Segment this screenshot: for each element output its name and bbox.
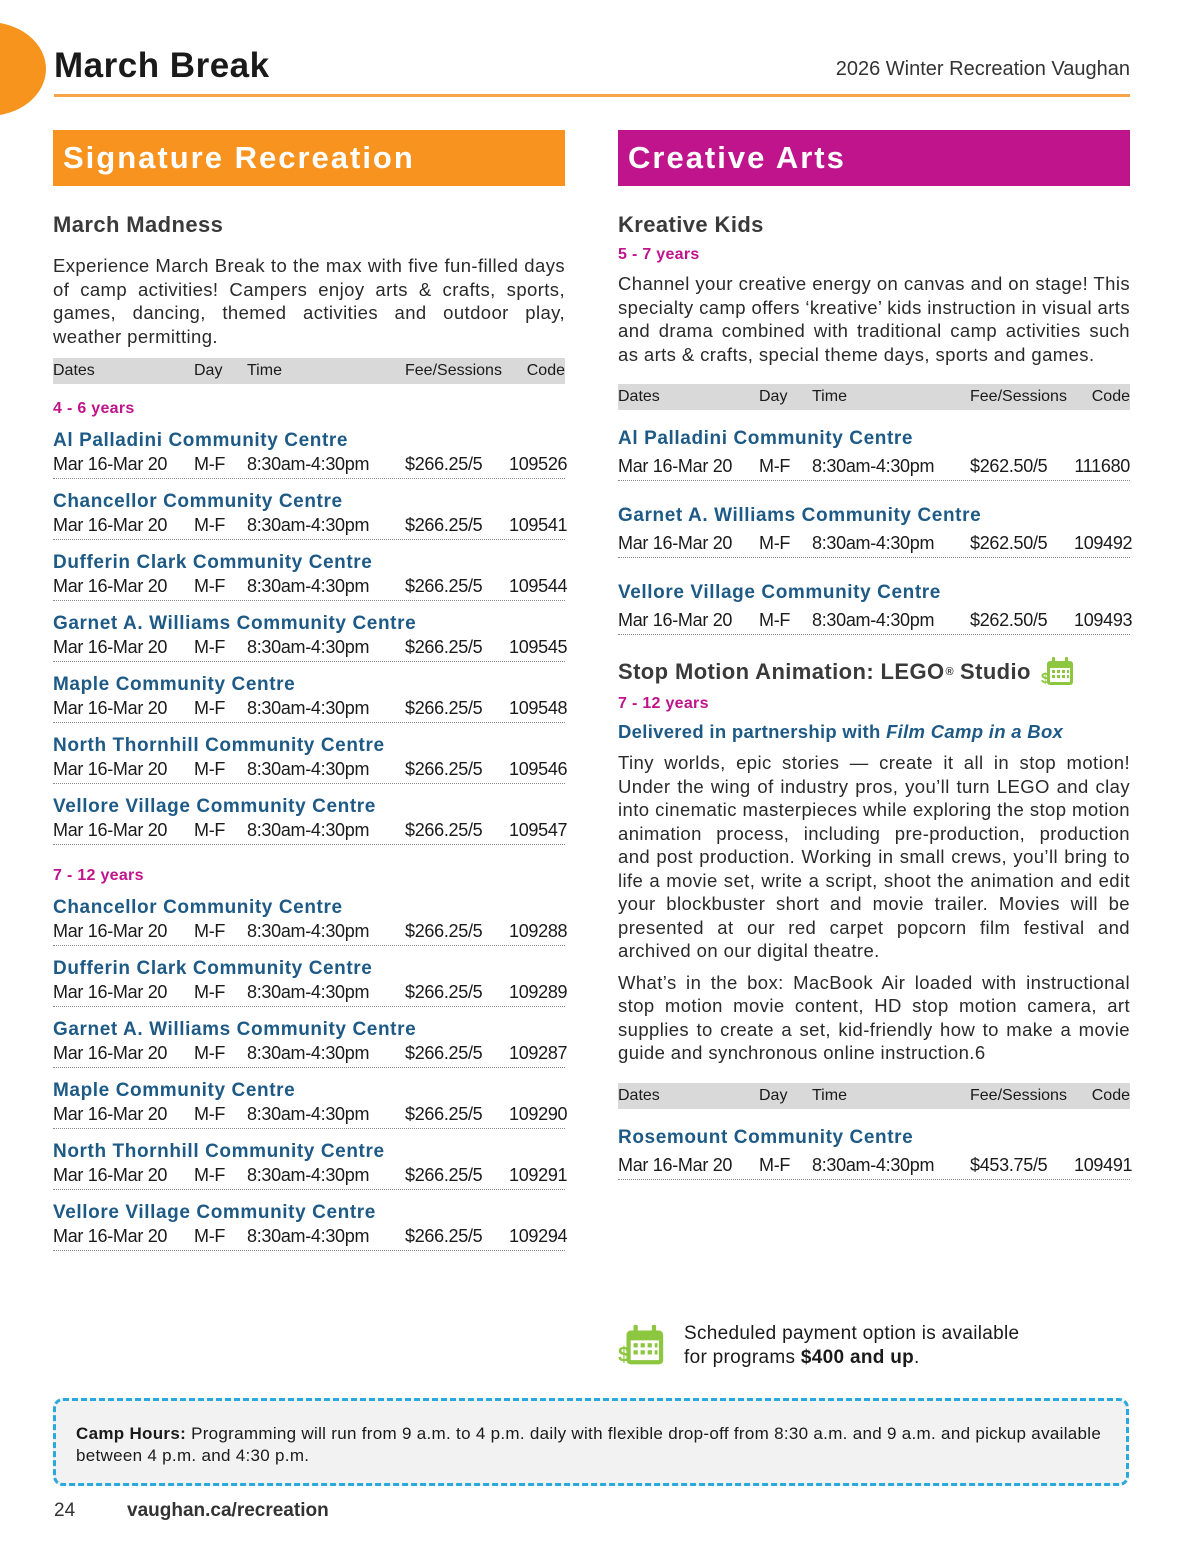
age-group-4-6 bbox=[53, 430, 568, 845]
session-entry bbox=[53, 552, 568, 601]
session-day: M-F bbox=[194, 820, 226, 840]
session-entry bbox=[53, 1202, 568, 1251]
table-header bbox=[53, 358, 565, 384]
session-time: 8:30am-4:30pm bbox=[247, 454, 370, 474]
session-dates: Mar 16-Mar 20 bbox=[53, 759, 168, 779]
age-group-label: 7 - 12 years bbox=[618, 695, 709, 712]
venue-name: Vellore Village Community Centre bbox=[618, 582, 941, 603]
session-dates: Mar 16-Mar 20 bbox=[618, 1154, 733, 1175]
session-day: M-F bbox=[194, 515, 226, 535]
scheduled-payment-icon bbox=[1041, 657, 1075, 687]
session-time: 8:30am-4:30pm bbox=[247, 820, 370, 840]
session-time: 8:30am-4:30pm bbox=[247, 1165, 370, 1185]
session-dates: Mar 16-Mar 20 bbox=[618, 610, 733, 630]
session-code: 109548 bbox=[509, 698, 568, 718]
session-code: 109546 bbox=[509, 759, 568, 779]
session-day: M-F bbox=[194, 698, 226, 718]
session-dates: Mar 16-Mar 20 bbox=[53, 576, 168, 596]
session-fee: $266.25/5 bbox=[405, 820, 483, 840]
session-day: M-F bbox=[194, 1165, 226, 1185]
venue-name: Chancellor Community Centre bbox=[53, 491, 343, 512]
table-row bbox=[53, 574, 568, 601]
session-day: M-F bbox=[194, 454, 226, 474]
registered-mark: ® bbox=[945, 666, 955, 678]
session-day: M-F bbox=[194, 1226, 226, 1246]
header-rule bbox=[54, 94, 1130, 97]
program-title bbox=[618, 657, 1130, 687]
session-time: 8:30am-4:30pm bbox=[247, 515, 370, 535]
session-dates: Mar 16-Mar 20 bbox=[53, 921, 168, 941]
table-row bbox=[53, 1102, 568, 1129]
session-entry bbox=[53, 430, 568, 479]
payment-note-prefix: for programs bbox=[684, 1347, 796, 1368]
session-entry bbox=[53, 897, 568, 946]
session-entry bbox=[618, 1126, 1133, 1180]
program-description: Tiny worlds, epic stories — create it all in stop motion! Under the wing of industry pros, you’ll turn LEGO and clay into cinematic masterpieces while exploring the stop motion animation process, including pre-production, production and post production. Working in small crews, you’ll bring to life a movie set, write a script, shoot the animation and edit your blockbuster short and movie trailer. Movies will be presented at our red carpet popcorn film festival and archived on our digital theatre. bbox=[618, 752, 1130, 961]
session-entry bbox=[53, 674, 568, 723]
session-fee: $262.50/5 bbox=[970, 456, 1048, 476]
table-row bbox=[618, 608, 1133, 635]
table-row bbox=[53, 757, 568, 784]
camp-hours-label: Camp Hours: bbox=[76, 1424, 187, 1443]
col-dates: Dates bbox=[618, 388, 660, 405]
right-column bbox=[618, 130, 1133, 1180]
orange-corner-circle bbox=[0, 22, 46, 116]
session-entry bbox=[618, 428, 1130, 481]
session-fee: $266.25/5 bbox=[405, 1226, 483, 1246]
session-code: 109288 bbox=[509, 921, 568, 941]
session-dates: Mar 16-Mar 20 bbox=[53, 515, 168, 535]
session-time: 8:30am-4:30pm bbox=[247, 982, 370, 1002]
venue-name: Garnet A. Williams Community Centre bbox=[53, 613, 417, 634]
col-day: Day bbox=[194, 362, 223, 379]
venue-name: Maple Community Centre bbox=[53, 674, 296, 695]
payment-note-line2 bbox=[684, 1346, 1019, 1370]
session-fee: $266.25/5 bbox=[405, 982, 483, 1002]
session-dates: Mar 16-Mar 20 bbox=[53, 1104, 168, 1124]
session-code: 109289 bbox=[509, 982, 568, 1002]
session-fee: $266.25/5 bbox=[405, 698, 483, 718]
col-dates: Dates bbox=[53, 362, 95, 379]
session-fee: $266.25/5 bbox=[405, 1043, 483, 1063]
payment-note-line1: Scheduled payment option is available bbox=[684, 1323, 1020, 1344]
venue-name: Garnet A. Williams Community Centre bbox=[53, 1019, 417, 1040]
session-dates: Mar 16-Mar 20 bbox=[53, 454, 168, 474]
col-time: Time bbox=[812, 388, 847, 405]
stop-motion-title: Stop Motion Animation: LEGO bbox=[618, 659, 945, 684]
payment-note-threshold: $400 and up bbox=[800, 1347, 915, 1368]
table-header bbox=[618, 384, 1130, 410]
session-dates: Mar 16-Mar 20 bbox=[618, 533, 733, 553]
publication-title: 2026 Winter Recreation Vaughan bbox=[835, 58, 1130, 80]
session-code: 109493 bbox=[1074, 610, 1133, 630]
table-row bbox=[53, 696, 568, 723]
col-dates: Dates bbox=[618, 1086, 660, 1104]
session-time: 8:30am-4:30pm bbox=[247, 1226, 370, 1246]
session-entry bbox=[53, 958, 568, 1007]
venue-name: Al Palladini Community Centre bbox=[53, 430, 349, 451]
scheduled-payment-icon bbox=[618, 1324, 666, 1368]
age-group-label: 7 - 12 years bbox=[53, 867, 144, 884]
svg-text:$: $ bbox=[1040, 670, 1050, 687]
camp-hours-text: Programming will run from 9 a.m. to 4 p.m. daily with flexible drop-off from 8:30 a.m. and 9 a.m. and pickup available between 4 p.m. and 4:30 p.m. bbox=[76, 1424, 1102, 1465]
page-number: 24 bbox=[54, 1500, 76, 1521]
table-row bbox=[53, 513, 568, 540]
kreative-kids-sessions bbox=[618, 428, 1133, 635]
session-dates: Mar 16-Mar 20 bbox=[53, 1165, 168, 1185]
table-row bbox=[53, 635, 568, 662]
session-code: 109291 bbox=[509, 1165, 568, 1185]
session-day: M-F bbox=[759, 456, 791, 476]
session-time: 8:30am-4:30pm bbox=[812, 456, 935, 476]
age-group-label: 4 - 6 years bbox=[53, 400, 135, 417]
session-day: M-F bbox=[194, 759, 226, 779]
partner-prefix: Delivered in partnership with bbox=[618, 721, 881, 742]
session-day: M-F bbox=[194, 921, 226, 941]
session-time: 8:30am-4:30pm bbox=[247, 576, 370, 596]
stop-motion-title-suffix: Studio bbox=[960, 659, 1031, 684]
session-fee: $266.25/5 bbox=[405, 515, 483, 535]
session-entry bbox=[618, 505, 1133, 558]
session-time: 8:30am-4:30pm bbox=[247, 637, 370, 657]
col-code: Code bbox=[1091, 388, 1130, 405]
venue-name: Vellore Village Community Centre bbox=[53, 796, 376, 817]
session-code: 109290 bbox=[509, 1104, 568, 1124]
table-row bbox=[618, 454, 1130, 481]
col-fee: Fee/Sessions bbox=[970, 388, 1067, 405]
session-time: 8:30am-4:30pm bbox=[247, 759, 370, 779]
table-row bbox=[53, 980, 568, 1007]
table-row bbox=[618, 1153, 1133, 1180]
session-code: 109287 bbox=[509, 1043, 568, 1063]
scheduled-payment-note bbox=[618, 1322, 1130, 1372]
session-dates: Mar 16-Mar 20 bbox=[53, 1043, 168, 1063]
col-day: Day bbox=[759, 388, 788, 405]
session-entry bbox=[53, 613, 568, 662]
session-dates: Mar 16-Mar 20 bbox=[53, 637, 168, 657]
session-fee: $262.50/5 bbox=[970, 533, 1048, 553]
table-row bbox=[53, 919, 568, 946]
col-day: Day bbox=[759, 1086, 788, 1104]
program-description: Channel your creative energy on canvas and on stage! This specialty camp offers ‘kreative’ kids instruction in visual arts and drama combined with traditional camp activities such as arts & crafts, special theme days, sports and games. bbox=[618, 273, 1130, 365]
table-header bbox=[618, 1083, 1130, 1109]
age-group-label: 5 - 7 years bbox=[618, 246, 700, 263]
session-code: 109545 bbox=[509, 637, 568, 657]
session-time: 8:30am-4:30pm bbox=[247, 1043, 370, 1063]
website-link[interactable]: vaughan.ca/recreation bbox=[127, 1500, 329, 1521]
session-dates: Mar 16-Mar 20 bbox=[618, 456, 733, 476]
col-code: Code bbox=[526, 362, 565, 379]
session-dates: Mar 16-Mar 20 bbox=[53, 982, 168, 1002]
venue-name: Dufferin Clark Community Centre bbox=[53, 552, 373, 573]
session-entry bbox=[53, 735, 568, 784]
age-group-7-12 bbox=[53, 897, 568, 1251]
session-day: M-F bbox=[194, 1043, 226, 1063]
session-code: 109541 bbox=[509, 515, 568, 535]
venue-name: Garnet A. Williams Community Centre bbox=[618, 505, 982, 526]
section-banner-signature-recreation: Signature Recreation bbox=[53, 130, 565, 186]
stop-motion-sessions bbox=[618, 1126, 1133, 1180]
session-day: M-F bbox=[759, 610, 791, 630]
session-time: 8:30am-4:30pm bbox=[812, 610, 935, 630]
payment-note-suffix: . bbox=[914, 1347, 920, 1368]
camp-hours-box bbox=[53, 1398, 1129, 1486]
venue-name: North Thornhill Community Centre bbox=[53, 735, 385, 756]
session-entry bbox=[53, 491, 568, 540]
table-row bbox=[53, 1041, 568, 1068]
session-fee: $453.75/5 bbox=[970, 1154, 1048, 1175]
table-row bbox=[53, 452, 568, 479]
session-code: 109294 bbox=[509, 1226, 568, 1246]
program-title: March Madness bbox=[53, 212, 224, 237]
venue-name: Dufferin Clark Community Centre bbox=[53, 958, 373, 979]
left-column bbox=[53, 130, 568, 1251]
col-time: Time bbox=[812, 1086, 847, 1104]
section-banner-creative-arts: Creative Arts bbox=[618, 130, 1130, 186]
venue-name: North Thornhill Community Centre bbox=[53, 1141, 385, 1162]
svg-text:$: $ bbox=[618, 1343, 630, 1367]
program-title: Kreative Kids bbox=[618, 212, 764, 237]
session-dates: Mar 16-Mar 20 bbox=[53, 698, 168, 718]
session-entry bbox=[53, 1019, 568, 1068]
session-dates: Mar 16-Mar 20 bbox=[53, 820, 168, 840]
session-entry bbox=[53, 1080, 568, 1129]
session-code: 109547 bbox=[509, 820, 568, 840]
session-entry bbox=[53, 1141, 568, 1190]
col-code: Code bbox=[1091, 1086, 1130, 1104]
col-time: Time bbox=[247, 362, 282, 379]
session-code: 109544 bbox=[509, 576, 568, 596]
session-day: M-F bbox=[194, 1104, 226, 1124]
col-fee: Fee/Sessions bbox=[405, 362, 502, 379]
venue-name: Maple Community Centre bbox=[53, 1080, 296, 1101]
session-time: 8:30am-4:30pm bbox=[247, 1104, 370, 1124]
session-entry bbox=[53, 796, 568, 845]
session-day: M-F bbox=[194, 982, 226, 1002]
session-code: 109526 bbox=[509, 454, 568, 474]
page-title: March Break bbox=[54, 46, 270, 85]
payment-note-text bbox=[684, 1322, 1019, 1370]
session-fee: $266.25/5 bbox=[405, 454, 483, 474]
session-fee: $266.25/5 bbox=[405, 1165, 483, 1185]
table-row bbox=[53, 1163, 568, 1190]
session-fee: $262.50/5 bbox=[970, 610, 1048, 630]
session-time: 8:30am-4:30pm bbox=[812, 1154, 935, 1175]
session-day: M-F bbox=[194, 637, 226, 657]
program-description: Experience March Break to the max with five fun-filled days of camp activities! Campers enjoy arts & crafts, sports, games, dancing, themed activities and outdoor play, weather permitting. bbox=[53, 255, 565, 347]
program-description-box-contents: What’s in the box: MacBook Air loaded with instructional stop motion movie content, HD stop motion camera, art supplies to create a set, kid-friendly how to make a movie guide and synchronous online instruction.6 bbox=[618, 971, 1130, 1063]
venue-name: Rosemount Community Centre bbox=[618, 1126, 914, 1148]
table-row bbox=[618, 531, 1133, 558]
venue-name: Chancellor Community Centre bbox=[53, 897, 343, 918]
session-day: M-F bbox=[759, 533, 791, 553]
session-code: 111680 bbox=[1074, 456, 1130, 476]
session-code: 109491 bbox=[1074, 1154, 1133, 1175]
venue-name: Vellore Village Community Centre bbox=[53, 1202, 376, 1223]
session-dates: Mar 16-Mar 20 bbox=[53, 1226, 168, 1246]
session-time: 8:30am-4:30pm bbox=[247, 921, 370, 941]
partner-line bbox=[618, 721, 1130, 743]
table-row bbox=[53, 1224, 568, 1251]
partner-name: Film Camp in a Box bbox=[886, 721, 1064, 742]
session-fee: $266.25/5 bbox=[405, 759, 483, 779]
session-time: 8:30am-4:30pm bbox=[247, 698, 370, 718]
session-fee: $266.25/5 bbox=[405, 637, 483, 657]
table-row bbox=[53, 818, 568, 845]
session-day: M-F bbox=[759, 1154, 791, 1175]
venue-name: Al Palladini Community Centre bbox=[618, 428, 914, 449]
col-fee: Fee/Sessions bbox=[970, 1086, 1067, 1104]
session-fee: $266.25/5 bbox=[405, 576, 483, 596]
session-code: 109492 bbox=[1074, 533, 1133, 553]
session-entry bbox=[618, 582, 1133, 635]
session-fee: $266.25/5 bbox=[405, 921, 483, 941]
session-time: 8:30am-4:30pm bbox=[812, 533, 935, 553]
session-fee: $266.25/5 bbox=[405, 1104, 483, 1124]
session-day: M-F bbox=[194, 576, 226, 596]
